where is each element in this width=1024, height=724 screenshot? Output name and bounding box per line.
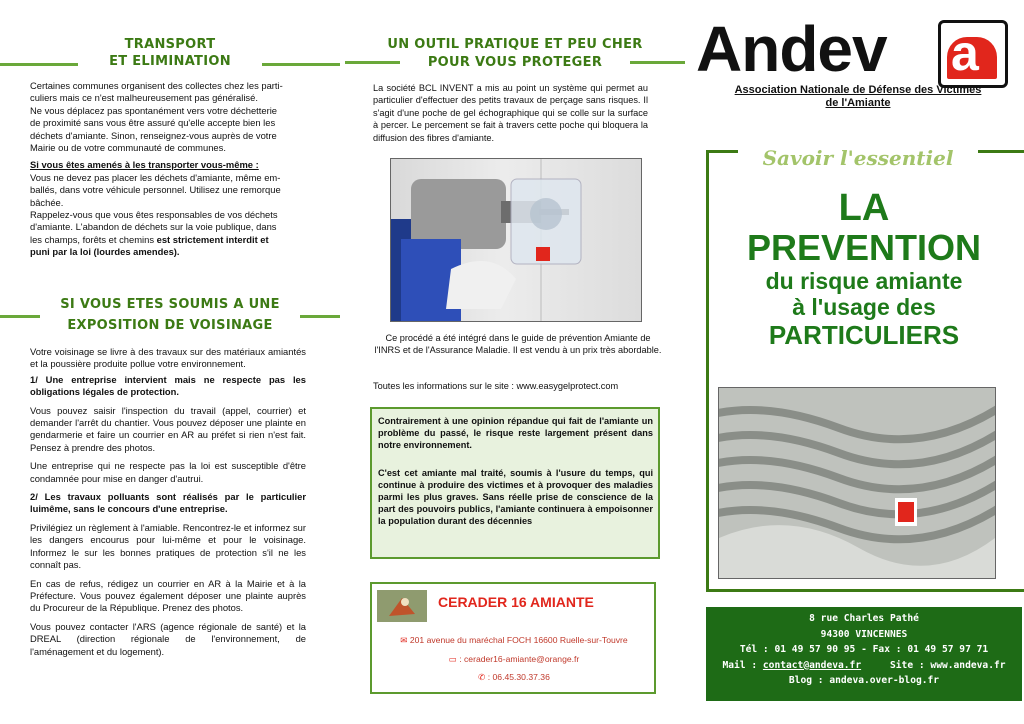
text-line: d'amiante. L'abandon de déchets sur la voie publique, dans bbox=[30, 221, 277, 233]
envelope-icon: ✉ bbox=[400, 635, 408, 645]
text-line bbox=[30, 234, 305, 246]
text-span: les champs, forêts et chemins bbox=[30, 233, 155, 245]
transport-heading bbox=[0, 36, 340, 70]
mail-link[interactable]: contact@andeva.fr bbox=[762, 659, 862, 671]
heading-rule-right bbox=[300, 315, 340, 318]
blog-link[interactable]: Blog : andeva.over-blog.fr bbox=[788, 675, 940, 686]
heading-rule-right bbox=[630, 61, 685, 64]
paragraph-bold: 2/ Les travaux polluants sont réalisés par le particulier luimême, sans le concours d'une entreprise. bbox=[30, 491, 306, 515]
heading-rule-left bbox=[0, 63, 78, 66]
computer-icon: ▭ bbox=[448, 654, 457, 664]
mail-label: Mail : bbox=[722, 659, 758, 671]
andeva-logo bbox=[696, 14, 1016, 84]
paragraph: Privilégiez un règlement à l'amiable. Rencontrez-le et informez sur les dangers encourus pour lui-même et pour le voisinage. Informez le sur les bonnes pratiques de protection s'il ne les connaît pas. bbox=[30, 521, 306, 571]
tool-heading-line2: POUR VOUS PROTEGER bbox=[427, 55, 603, 70]
logo-house-frame bbox=[938, 20, 1008, 88]
text-line: ballés, dans votre véhicule personnel. Utilisez une remorque bbox=[30, 184, 281, 196]
cerader-logo-icon bbox=[377, 590, 427, 622]
exposure-heading-line1: SI VOUS ETES SOUMIS A UNE bbox=[60, 297, 280, 312]
drill-photo bbox=[390, 158, 642, 322]
cerader-box bbox=[370, 582, 656, 694]
cerader-address bbox=[382, 635, 646, 646]
association-line1: Association Nationale de Défense des Victimes bbox=[734, 84, 982, 96]
paragraph-bold: 1/ Une entreprise intervient mais ne respecte pas les obligations légales de protection. bbox=[30, 373, 306, 398]
contact-address-1: 8 rue Charles Pathé bbox=[809, 613, 919, 624]
paragraph: Une entreprise qui ne respecte pas la loi est susceptible d'être condamnée pour mise en danger d'autrui. bbox=[30, 460, 306, 484]
paragraph: Vous pouvez saisir l'inspection du travail (appel, courrier) et demander l'arrêt du chantier. Vous pouvez déposer une plainte en gendarmerie et faire un courrier en AR au préfet si rien n'est fait. Pensez à prendre des photos. bbox=[30, 404, 306, 453]
contact-address-2: 94300 VINCENNES bbox=[820, 628, 908, 640]
cerader-phone-text: : 06.45.30.37.36 bbox=[487, 672, 550, 682]
transport-text bbox=[30, 80, 305, 259]
association-line2: de l'Amiante bbox=[825, 97, 891, 109]
roof-illustration bbox=[719, 388, 995, 578]
text-line: culiers mais ce n'est malheureusement pas généralisé. bbox=[30, 92, 258, 104]
text-line: Ne vous déplacez pas spontanément vers votre déchetterie bbox=[30, 104, 278, 116]
contact-mail-site bbox=[706, 658, 1022, 674]
savoir-essentiel: Savoir l'essentiel bbox=[738, 146, 978, 170]
tool-intro: La société BCL INVENT a mis au point un système qui permet au particulier d'effectuer des petits travaux de perçage sans risques. Il s'agit d'une poche de gel échographique qui se colle sur la surface à percer. Le percement se fait à travers cette poche qui bloquera la diffusion des fibres d'amiante. bbox=[373, 83, 648, 143]
paragraph: Vous pouvez contacter l'ARS (agence régionale de santé) et la DREAL (direction régionale de l'environnement, de l'aménagement et du logement). bbox=[30, 620, 306, 657]
paragraph: En cas de refus, rédigez un courrier en AR à la Mairie et à la Préfecture. Vous pouvez également déposer une plainte auprès du Procureur de la République. Prenez des photos. bbox=[30, 577, 306, 614]
cerader-address-text: 201 avenue du maréchal FOCH 16600 Ruelle-sur-Touvre bbox=[409, 635, 628, 645]
tool-heading-line1: UN OUTIL PRATIQUE ET PEU CHER bbox=[387, 37, 643, 52]
photo-caption: Ce procédé a été intégré dans le guide de prévention Amiante de l'INRS et de l'Assurance Maladie. Il est vendu à un prix très abordable. bbox=[374, 333, 662, 356]
cerader-logo bbox=[377, 590, 427, 622]
phone-icon: ✆ bbox=[478, 672, 486, 682]
cerader-mail-text[interactable]: : cerader16-amiante@orange.fr bbox=[459, 654, 580, 664]
logo-text: Andev bbox=[696, 13, 887, 85]
text-line: Vous ne devez pas placer les déchets d'amiante, même em- bbox=[30, 171, 281, 183]
transport-heading-line2: ET ELIMINATION bbox=[109, 54, 231, 69]
paragraph: Votre voisinage se livre à des travaux sur des matériaux amiantés et la poussière produite pollue votre environnement. bbox=[30, 346, 306, 370]
transport-heading-line1: TRANSPORT bbox=[124, 37, 216, 52]
text-line: de proximité sans vous être assuré qu'elle accepte bien les bbox=[30, 117, 276, 129]
title-particuliers: PARTICULIERS bbox=[768, 320, 960, 350]
tool-heading bbox=[345, 36, 685, 71]
exposure-heading bbox=[0, 296, 340, 334]
title-usage: à l'usage des bbox=[792, 294, 936, 320]
heading-rule-left bbox=[0, 315, 40, 318]
cover-title bbox=[706, 188, 1022, 350]
roof-photo bbox=[718, 387, 996, 579]
cerader-mail bbox=[382, 654, 646, 665]
contact-box bbox=[706, 607, 1022, 701]
cerader-phone bbox=[382, 672, 646, 683]
exposure-heading-line2: EXPOSITION DE VOISINAGE bbox=[67, 318, 273, 333]
logo-letter: a bbox=[951, 25, 979, 81]
contact-phone-fax: Tél : 01 49 57 90 95 - Fax : 01 49 57 97 71 bbox=[739, 644, 989, 655]
warning-box bbox=[370, 407, 660, 559]
text-bold-line: puni par la loi (lourdes amendes). bbox=[30, 246, 180, 258]
warning-paragraph-1: Contrairement à une opinion répandue qui fait de l'amiante un problème du passé, le risque reste largement présent dans notre environnement. bbox=[378, 416, 653, 450]
text-line: Mairie ou de votre communauté de communes. bbox=[30, 142, 226, 154]
text-line: Rappelez-vous que vous êtes responsables de vos déchets bbox=[30, 209, 278, 221]
title-risque: du risque amiante bbox=[765, 268, 963, 294]
warning-paragraph-2: C'est cet amiante mal traité, soumis à l'usure du temps, qui continue à produire des victimes et à provoquer des maladies parmi les plus graves. Sans réelle prise de conscience de la part des pouvoirs publics, l'amiante continuera à empoisonner la population durant des décennies bbox=[378, 468, 653, 526]
site-link[interactable]: Site : www.andeva.fr bbox=[890, 659, 1006, 671]
title-la: LA bbox=[838, 187, 890, 229]
text-line: bâchée. bbox=[30, 196, 64, 208]
text-line: Certaines communes organisent des collectes chez les parti- bbox=[30, 80, 283, 91]
site-line: Toutes les informations sur le site : www.easygelprotect.com bbox=[373, 381, 619, 391]
exposure-text bbox=[30, 346, 306, 658]
cerader-title: CERADER 16 AMIANTE bbox=[438, 594, 594, 610]
heading-rule-right bbox=[262, 63, 340, 66]
association-name bbox=[702, 84, 1014, 110]
title-prevention: PREVENTION bbox=[746, 227, 982, 268]
heading-rule-left bbox=[345, 61, 400, 64]
transport-subheading: Si vous êtes amenés à les transporter vous-même : bbox=[30, 159, 259, 171]
drill-illustration bbox=[391, 159, 641, 321]
text-bold: est strictement interdit et bbox=[156, 233, 269, 245]
text-line: déchets d'amiante. Sinon, renseignez-vous auprès de votre bbox=[30, 129, 277, 141]
